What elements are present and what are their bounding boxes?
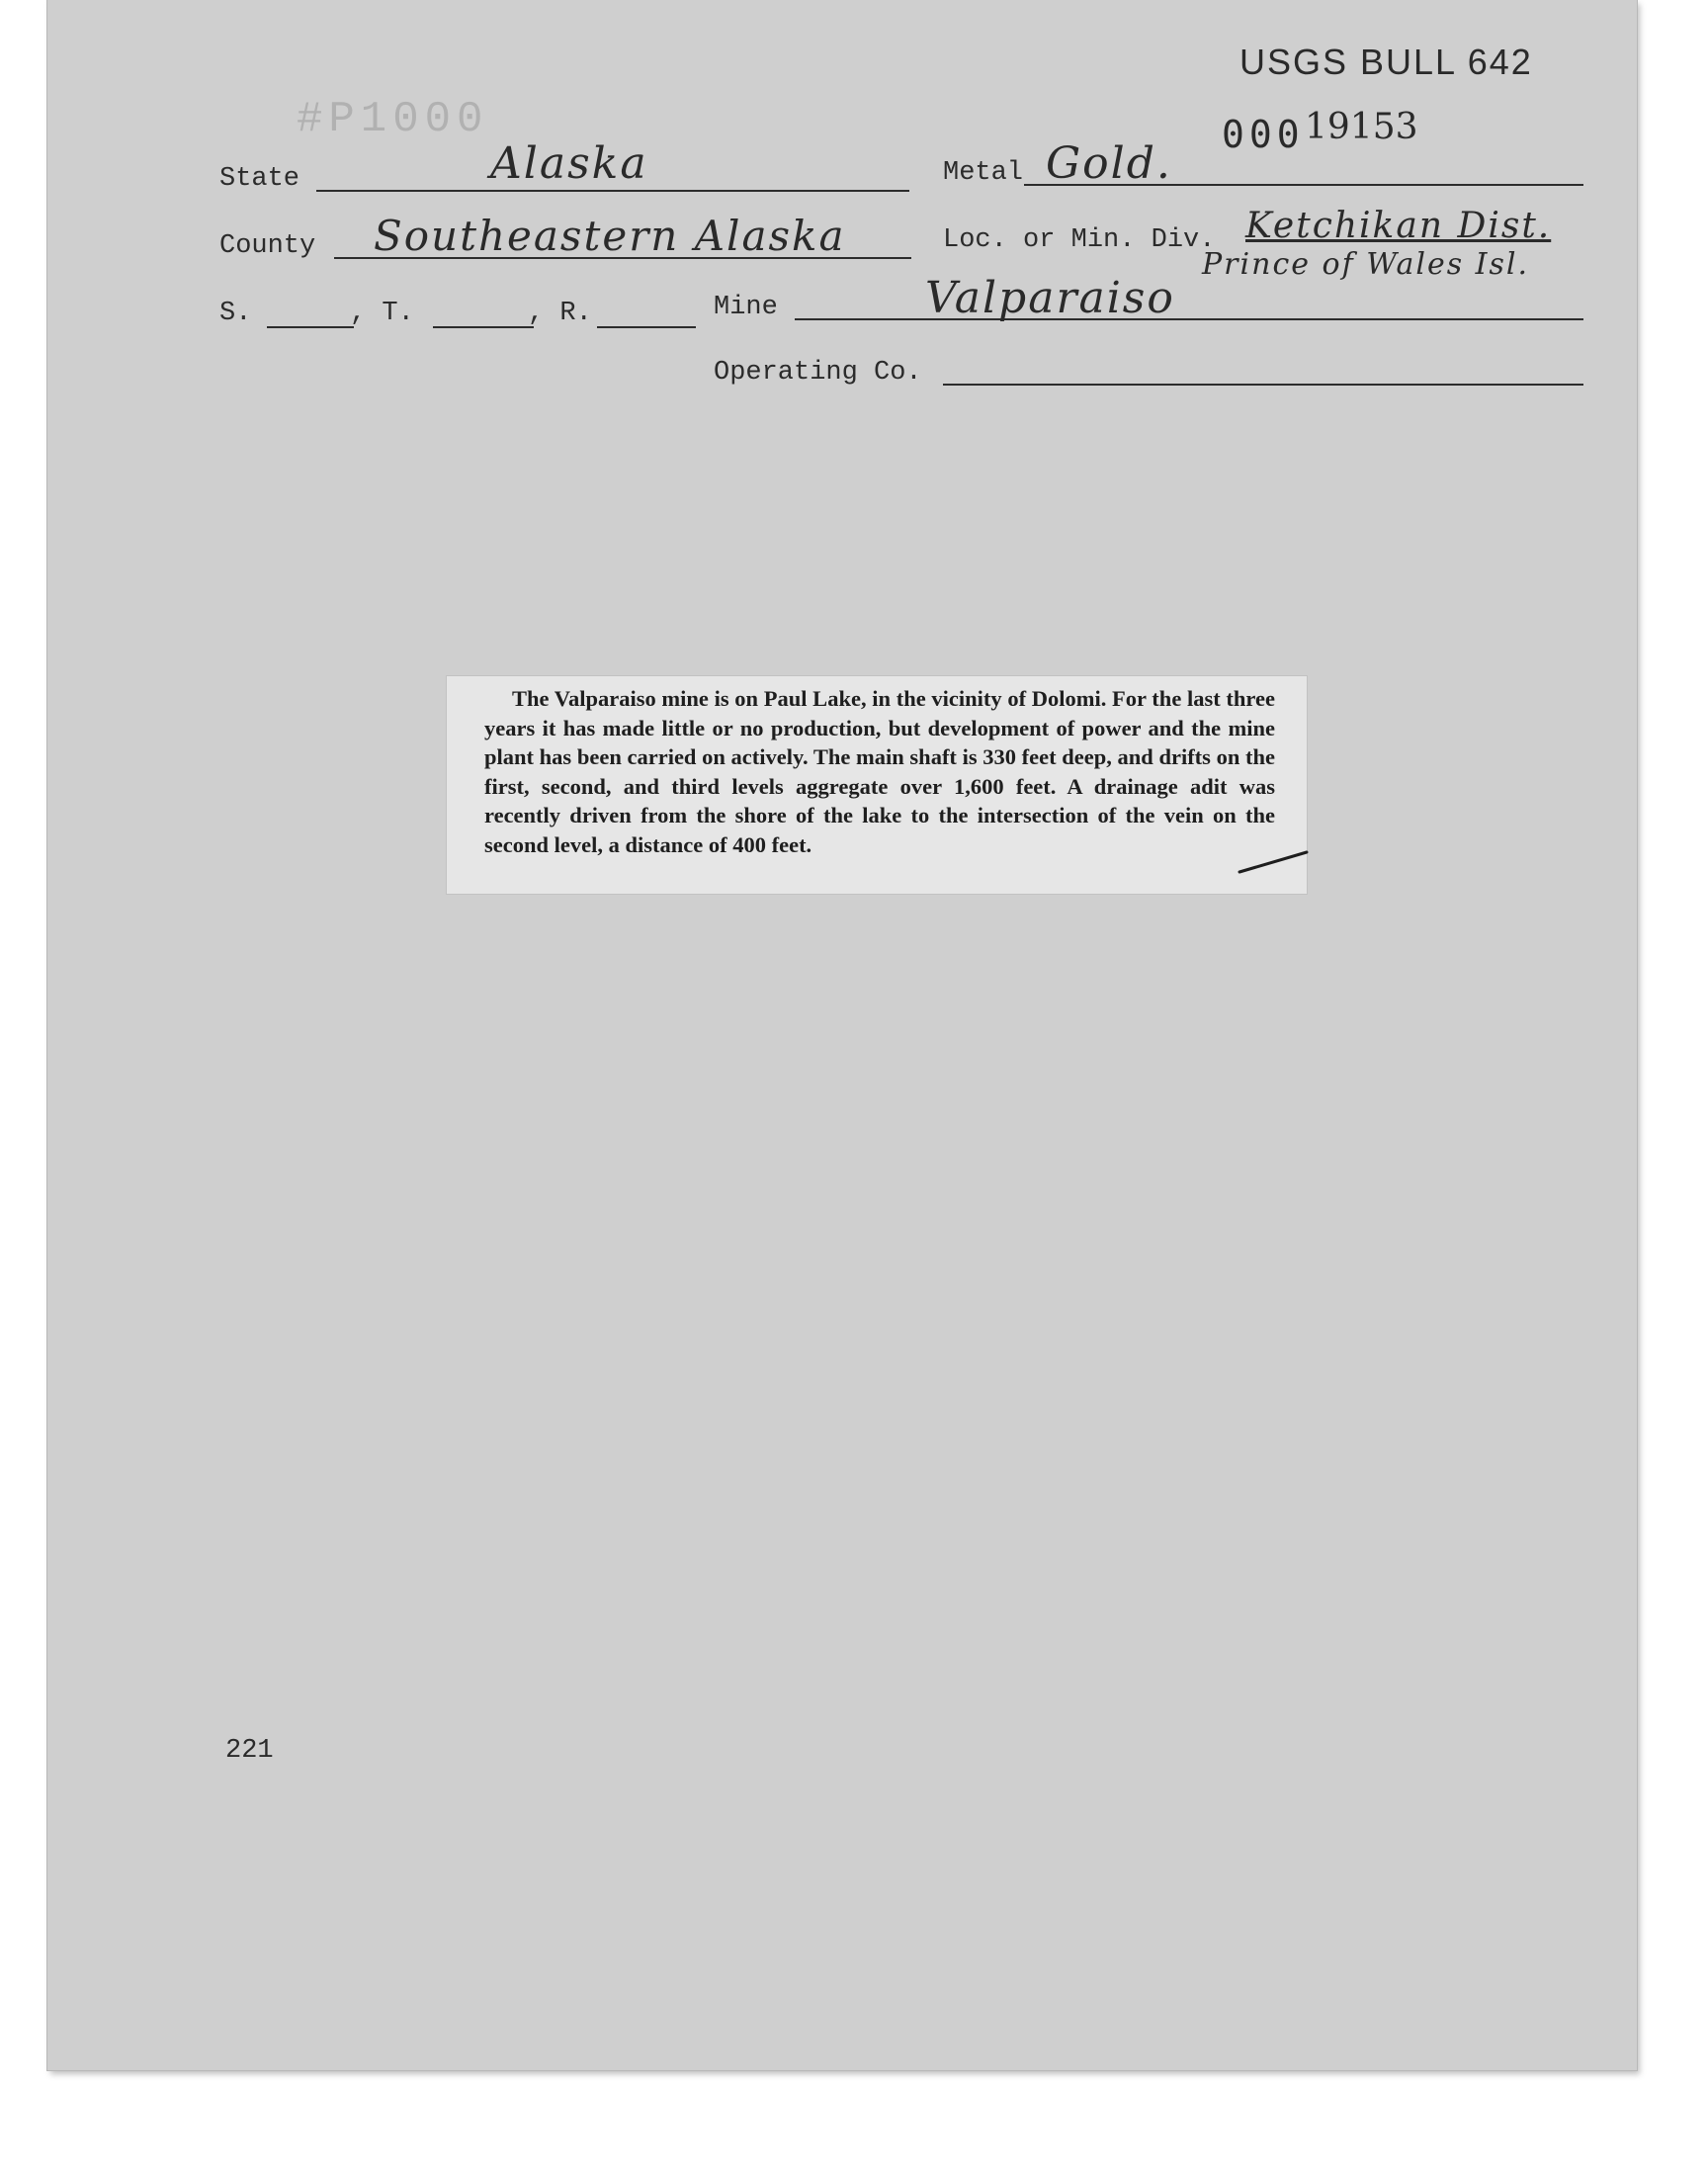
document-id-number: 000 <box>1222 113 1305 156</box>
state-label: State <box>219 164 300 194</box>
faint-stamp: #P1000 <box>297 95 489 144</box>
loc-value-line2: Prince of Wales Isl. <box>1202 247 1530 282</box>
bulletin-stamp: USGS BULL 642 <box>1239 42 1533 82</box>
mine-label: Mine <box>714 293 778 322</box>
county-label: County <box>219 231 316 261</box>
township-label: , T. <box>350 299 414 328</box>
loc-label: Loc. or Min. Div. <box>943 225 1216 255</box>
state-line <box>316 190 909 192</box>
metal-value: Gold. <box>1046 138 1172 189</box>
document-sheet <box>47 0 1637 2070</box>
document-id-handwritten: 19153 <box>1305 107 1418 147</box>
state-value: Alaska <box>490 138 648 189</box>
section-label: S. <box>219 299 252 328</box>
county-value: Southeastern Alaska <box>374 212 846 260</box>
clipping-text: The Valparaiso mine is on Paul Lake, in the vicinity of Dolomi. For the last three years it has made little or no production, but development of power and the mine plant has been carried on actively. The main shaft is 330 feet deep, and drifts on the first, second, and third levels aggregate over 1,600 feet. A drainage adit was recently driven from the shore of the lake to the intersection of the vein on the second level, a distance of 400 feet. <box>484 686 1275 857</box>
loc-value-line1: Ketchikan Dist. <box>1245 206 1552 246</box>
metal-label: Metal <box>943 158 1024 188</box>
range-line <box>597 326 696 328</box>
township-line <box>433 326 534 328</box>
check-mark-icon <box>1238 848 1309 876</box>
mine-line <box>795 318 1583 320</box>
range-label: , R. <box>528 299 592 328</box>
operating-line <box>943 384 1583 386</box>
section-line <box>267 326 354 328</box>
pasted-clipping <box>447 676 1307 894</box>
operating-label: Operating Co. <box>714 358 922 388</box>
mine-value: Valparaiso <box>925 273 1175 323</box>
page-number: 221 <box>225 1736 274 1766</box>
